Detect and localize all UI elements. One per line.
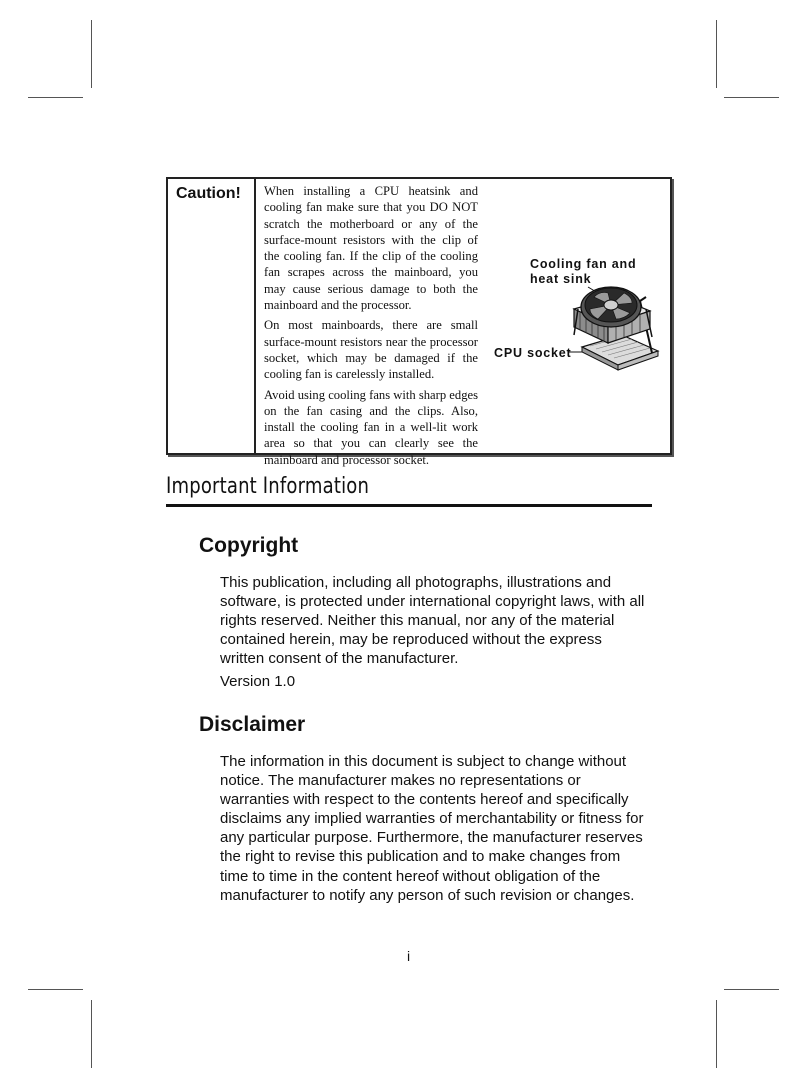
crop-mark-top-left-horizontal — [28, 97, 83, 98]
disclaimer-heading: Disclaimer — [199, 713, 306, 736]
socket-label: CPU socket — [494, 346, 572, 360]
crop-mark-top-right-vertical — [716, 20, 717, 88]
cpu-fan-illustration — [490, 239, 666, 389]
crop-mark-bottom-right-horizontal — [724, 989, 779, 990]
fan-label-line2: heat sink — [530, 272, 592, 286]
disclaimer-body: The information in this document is subject to change without notice. The manufacturer makes no representations or warranties with respect to the contents hereof and specifically disclaims any implied warranties of merchantability or fitness for any particular purpose. Furthermore, the manufacturer reserves the right to revise this publication and to make changes from time to time in the content hereof without obligation of the manufacturer to notify any person of such revision or changes. — [220, 753, 644, 904]
caution-paragraph: When installing a CPU heatsink and cooling fan make sure that you DO NOT scratch the motherboard or any of the surface-mount resistors with the clip of the cooling fan. If the clip of the cooling fan scrapes across the mainboard, you may cause serious damage to both the mainboard and the processor. — [264, 184, 478, 313]
section-title: Important Information — [166, 474, 370, 499]
section-rule — [166, 504, 652, 507]
crop-mark-bottom-left-horizontal — [28, 989, 83, 990]
heatsink-fan-icon — [490, 239, 666, 389]
version-text: Version 1.0 — [220, 673, 296, 690]
copyright-body: This publication, including all photographs, illustrations and software, is protected under international copyright laws, with all rights reserved. Neither this manual, nor any of the material contained herein, may be reproduced without the express written consent of the manufacturer. — [220, 574, 645, 668]
crop-mark-top-left-vertical — [91, 20, 92, 88]
crop-mark-bottom-left-vertical — [91, 1000, 92, 1068]
caution-label: Caution! — [176, 185, 241, 202]
caution-text — [264, 183, 478, 472]
caution-box — [166, 177, 672, 467]
copyright-heading: Copyright — [199, 534, 299, 557]
caution-paragraph: On most mainboards, there are small surface-mount resistors near the processor socket, which may be damaged if the cooling fan is carelessly installed. — [264, 318, 478, 382]
crop-mark-top-right-horizontal — [724, 97, 779, 98]
page-number: i — [407, 948, 411, 964]
caution-paragraph: Avoid using cooling fans with sharp edges on the fan casing and the clips. Also, install the cooling fan in a well-lit work area so that you can clearly see the mainboard and processor socket. — [264, 387, 478, 467]
fan-label-line1: Cooling fan and — [530, 257, 637, 271]
caution-divider — [254, 179, 256, 453]
crop-mark-bottom-right-vertical — [716, 1000, 717, 1068]
